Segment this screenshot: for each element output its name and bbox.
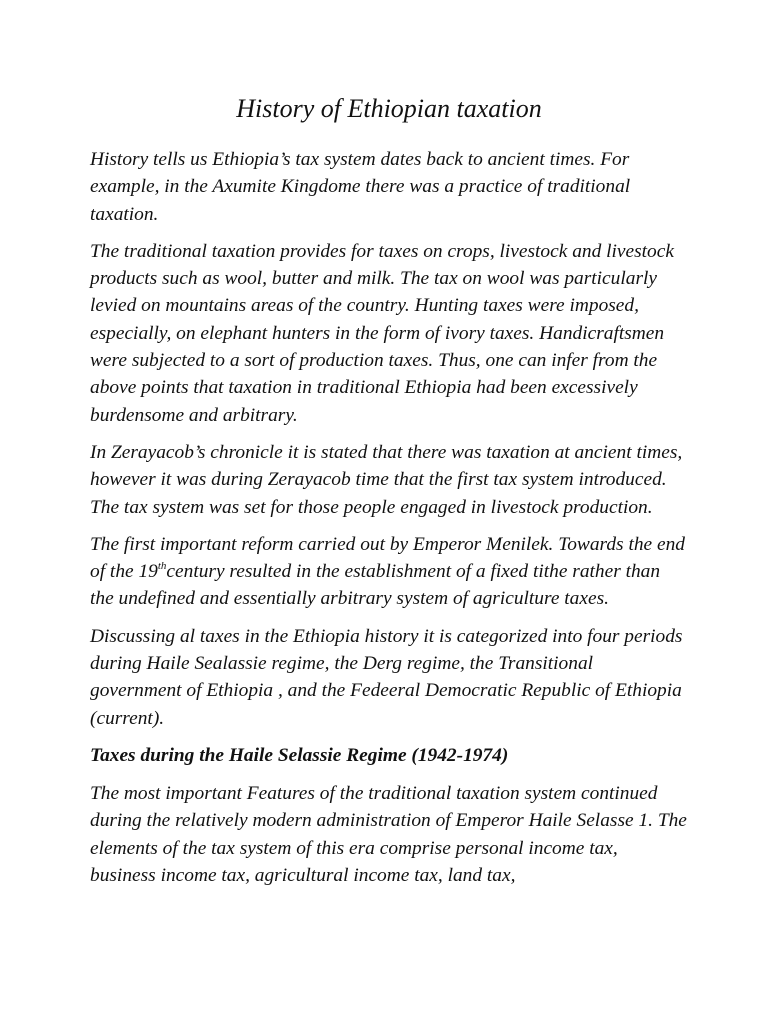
paragraph-traditional-taxation: The traditional taxation provides for taxes on crops, livestock and livestock products such as wool, butter and milk. The tax on wool was particularly levied on mountains areas of the country. Hunting taxes were imposed, especially, on elephant hunters in the form of ivory taxes. Handicraftsmen were subjected to a sort of production taxes. Thus, one can infer from the above points that taxation in traditional Ethiopia had been excessively burdensome and arbitrary. — [90, 240, 674, 426]
paragraph-haile-selassie-taxes: The most important Features of the traditional taxation system continued during the relatively modern administration of Emperor Haile Selasse 1. The elements of the tax system of this era comprise personal income tax, business income tax, agricultural income tax, land tax, — [90, 782, 687, 886]
document-title: History of Ethiopian taxation — [236, 94, 542, 123]
section-heading-haile-selassie: Taxes during the Haile Selassie Regime (1942-1974) — [90, 744, 509, 766]
paragraph-four-periods: Discussing al taxes in the Ethiopia history it is categorized into four periods during Haile Sealassie regime, the Derg regime, the Transitional government of Ethiopia , and the Fedeeral Democratic Republic of Ethiopia (current). — [90, 625, 683, 729]
menilek-text-part2: century resulted in the establishment of a fixed tithe rather than the undefined and essentially arbitrary system of agriculture taxes. — [90, 561, 661, 610]
paragraph-ancient-times: History tells us Ethiopia’s tax system dates back to ancient times. For example, in the Axumite Kingdome there was a practice of traditional taxation. — [90, 149, 631, 225]
paragraph-zerayacob-chronicle: In Zerayacob’s chronicle it is stated that there was taxation at ancient times, however it was during Zerayacob time that the first tax system introduced. The tax system was set for those people engaged in livestock production. — [90, 441, 683, 518]
document-page — [90, 92, 688, 899]
menilek-text-part1: The first important reform carried out by Emperor Menilek. Towards the end of the 19 — [90, 533, 685, 583]
superscript-th: th — [157, 560, 167, 573]
paragraph-menilek-reform — [90, 531, 688, 613]
